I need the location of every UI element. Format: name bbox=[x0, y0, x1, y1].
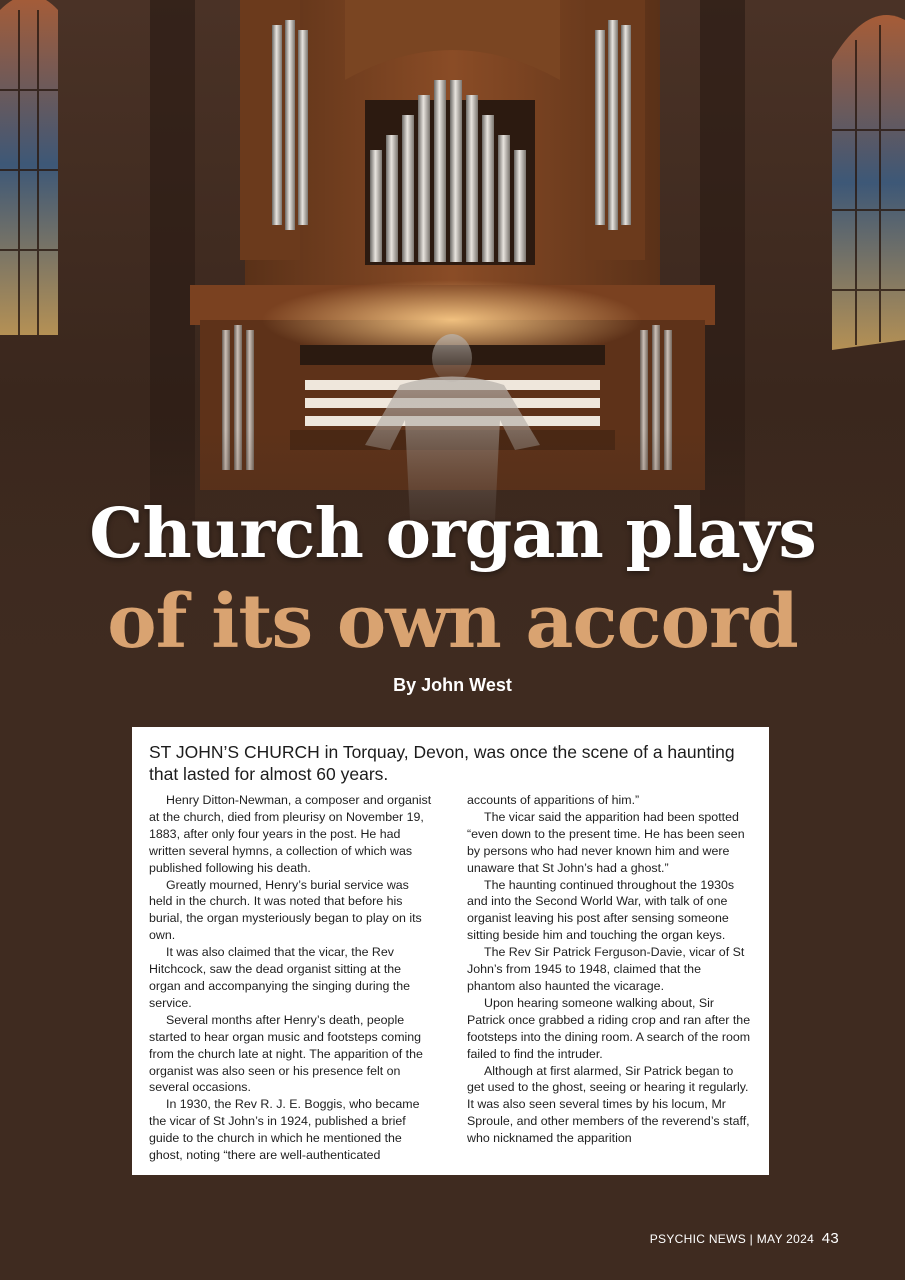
publication-name: PSYCHIC NEWS bbox=[649, 1232, 747, 1246]
paragraph: Greatly mourned, Henry’s burial service was held in the church. It was noted that before his burial, the organ mysteriously began to play on its own. bbox=[149, 877, 422, 943]
headline-line-2: of its own accord bbox=[107, 579, 798, 665]
paragraph: The vicar said the apparition had been spotted “even down to the present time. He has been seen by persons who had never known him and were unaware that St John’s had a ghost.” bbox=[467, 809, 745, 875]
article-headline bbox=[0, 492, 905, 668]
byline: By John West bbox=[393, 675, 512, 695]
footer-separator: | bbox=[749, 1232, 754, 1246]
paragraph: It was also claimed that the vicar, the Rev Hitchcock, saw the dead organist sitting at the organ and accompanying the singing during the service. bbox=[149, 945, 411, 1010]
article-column-1 bbox=[149, 792, 434, 1164]
paragraph: The Rev Sir Patrick Ferguson-Davie, vicar of St John’s from 1945 to 1948, claimed that the phantom also haunted the vicarage. bbox=[467, 945, 745, 993]
paragraph: Several months after Henry’s death, people started to hear organ music and footsteps coming from the church late at night. The apparition of the organist was also seen or his presence felt on several occasions. bbox=[149, 1012, 423, 1095]
paragraph: Although at first alarmed, Sir Patrick began to get used to the ghost, seeing or hearing it regularly. It was also seen several times by his locum, Mr Sproule, and other members of the reverend’s staff, who nicknamed the apparition bbox=[467, 1063, 750, 1146]
article-panel bbox=[132, 727, 769, 1175]
headline-line-1: Church organ plays bbox=[89, 494, 816, 574]
paragraph: In 1930, the Rev R. J. E. Boggis, who became the vicar of St John’s in 1924, published a brief guide to the church in which he mentioned the ghost, noting “there are well-authenticated bbox=[149, 1097, 420, 1163]
page-number: 43 bbox=[821, 1230, 839, 1247]
paragraph: The haunting continued throughout the 1930s and into the Second World War, with talk of one organist leaving his post after sensing someone sitting beside him and touching the organ keys. bbox=[467, 877, 735, 943]
page-footer bbox=[650, 1230, 839, 1247]
issue-date: MAY 2024 bbox=[756, 1232, 815, 1246]
left-stained-glass-window bbox=[0, 0, 58, 335]
paragraph-continuation: accounts of apparitions of him.” bbox=[467, 793, 640, 807]
article-intro: ST JOHN’S CHURCH in Torquay, Devon, was once the scene of a haunting that lasted for almost 60 years. bbox=[149, 742, 735, 784]
right-stained-glass-window bbox=[832, 15, 905, 350]
paragraph: Upon hearing someone walking about, Sir Patrick once grabbed a riding crop and ran after the footsteps into the dining room. A search of the room failed to find the intruder. bbox=[467, 995, 751, 1061]
article-column-2 bbox=[467, 792, 752, 1164]
article-columns bbox=[149, 792, 752, 1164]
paragraph: Henry Ditton-Newman, a composer and organist at the church, died from pleurisy on November 19, 1883, after only four years in the post. He had written several hymns, a collection of which was published following his death. bbox=[149, 793, 432, 875]
